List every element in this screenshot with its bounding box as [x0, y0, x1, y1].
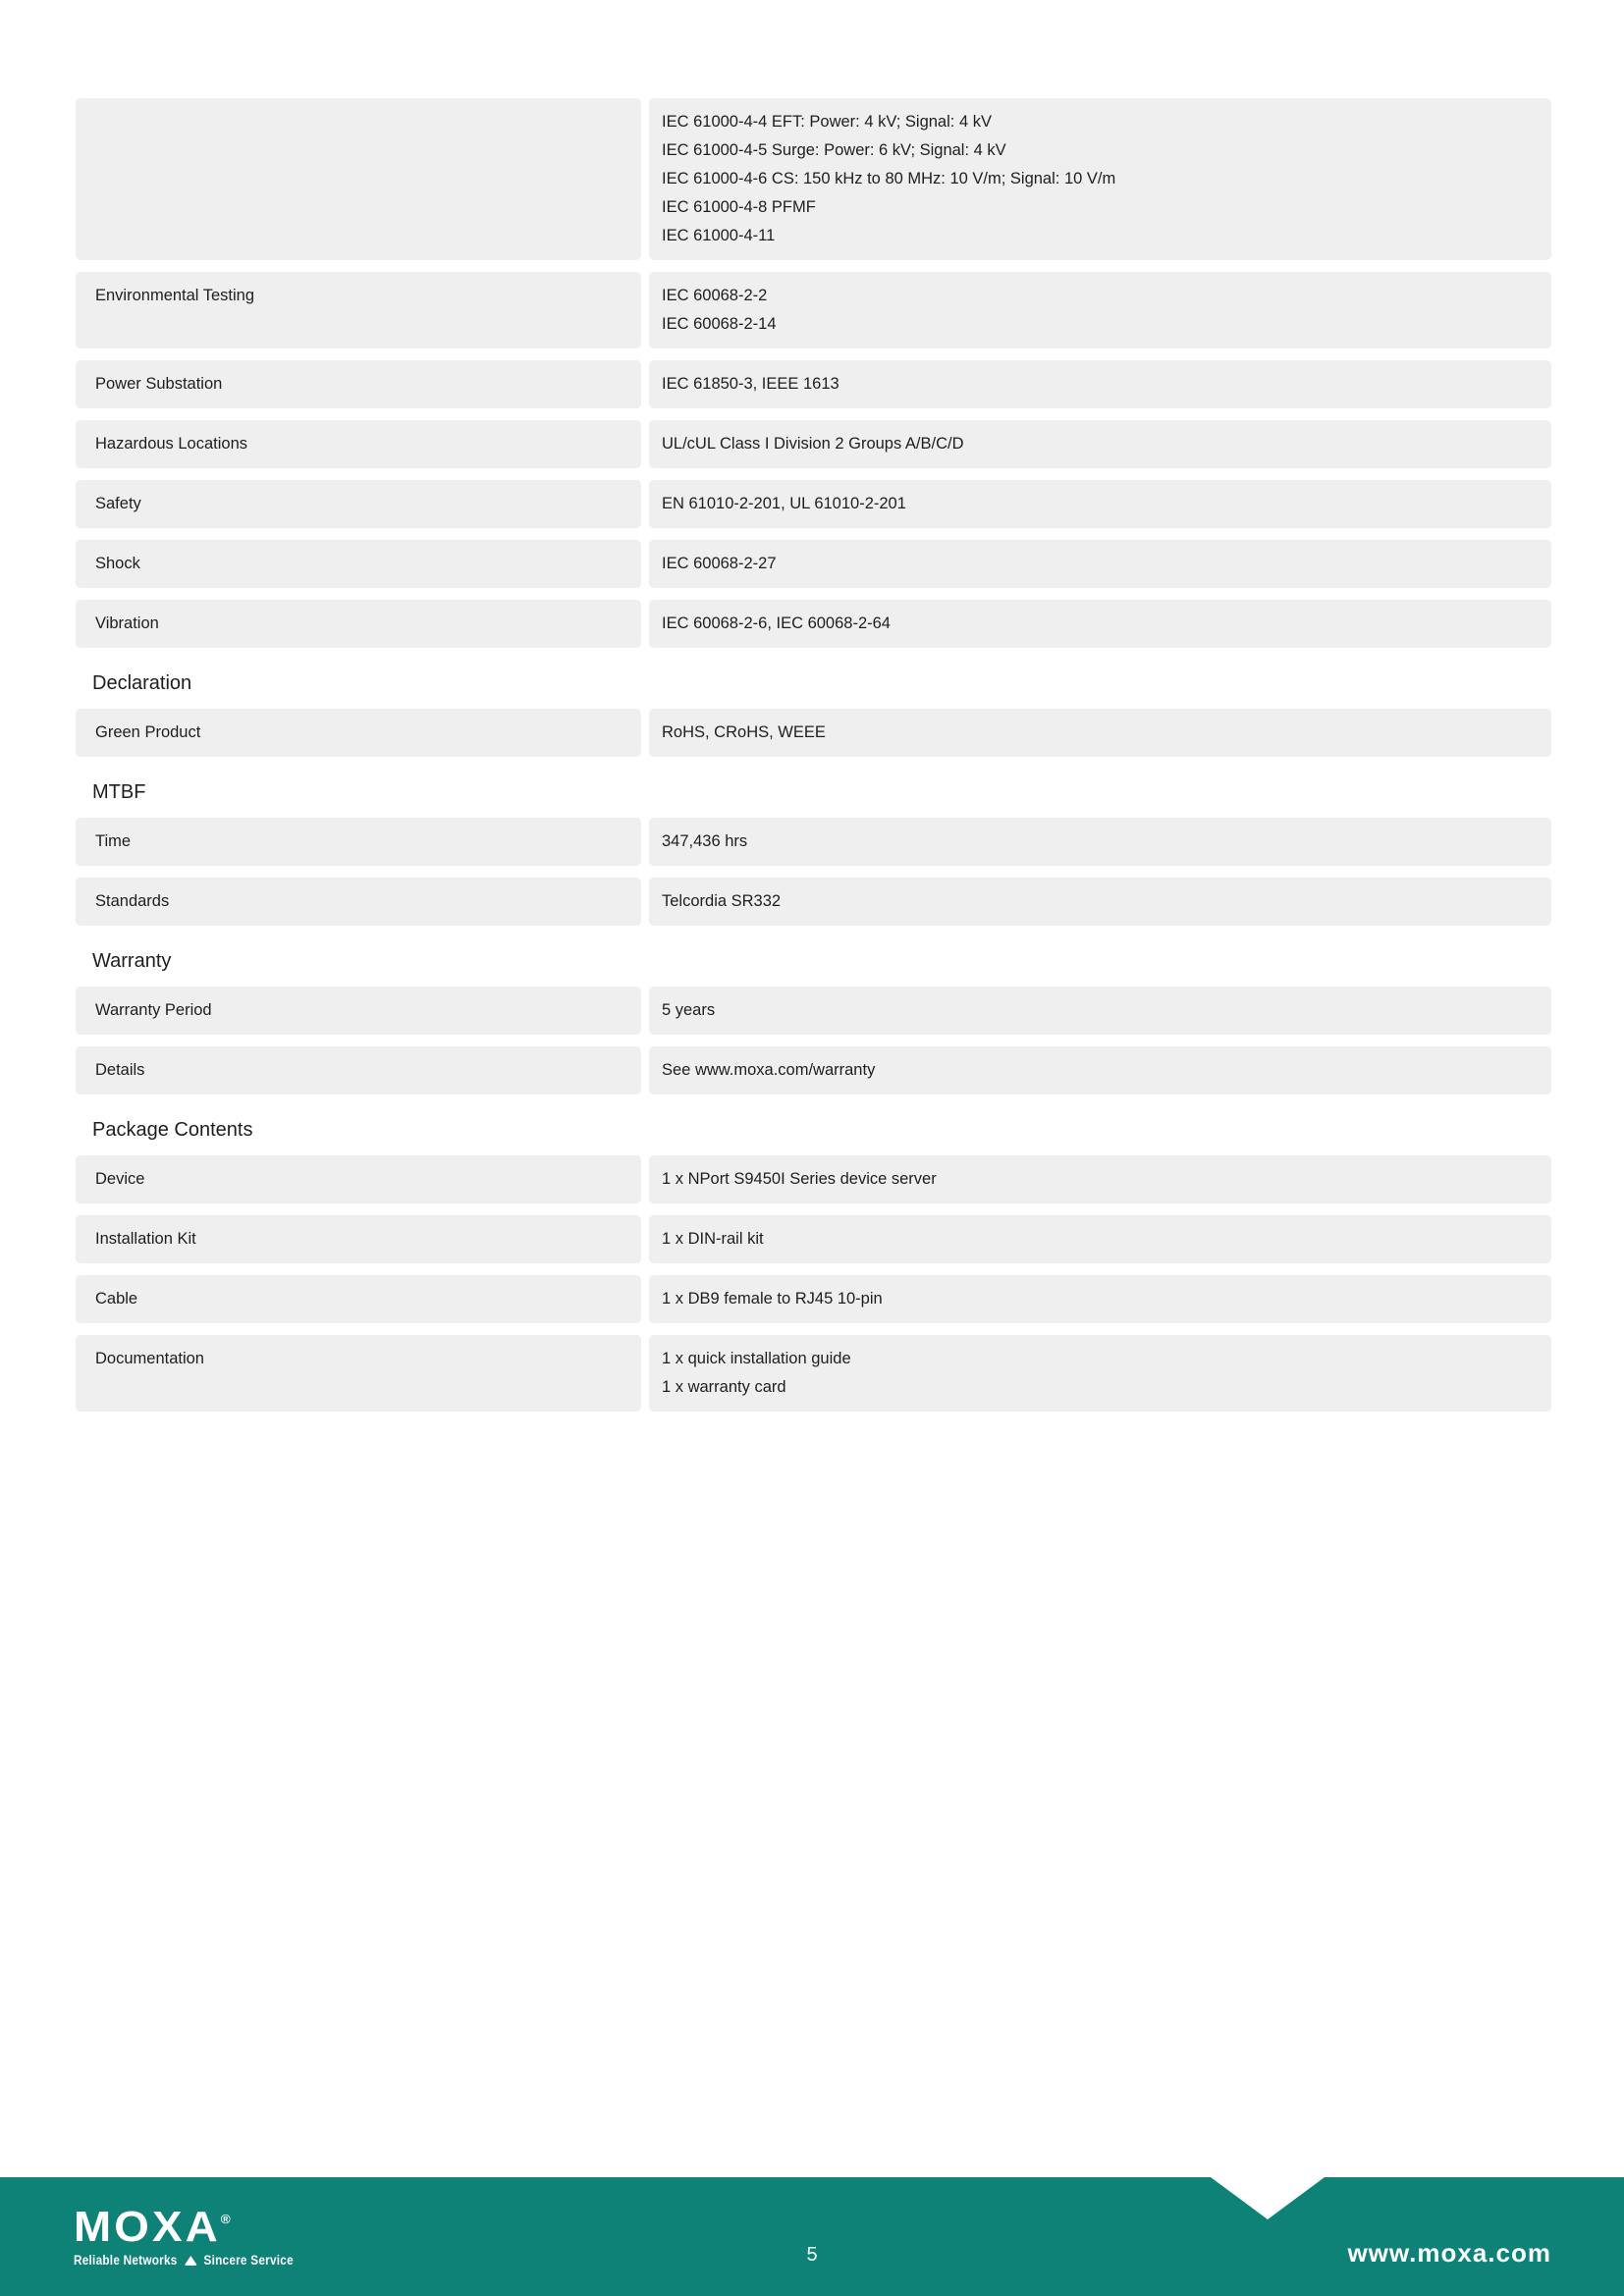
spec-value-line: IEC 61000-4-5 Surge: Power: 6 kV; Signal: 4 kV	[662, 141, 1006, 159]
spec-row-environmental-testing	[76, 272, 1551, 348]
spec-label-cell: Power Substation	[76, 360, 641, 408]
spec-value-cell	[649, 480, 1551, 528]
spec-value-cell	[649, 360, 1551, 408]
spec-label-cell: Environmental Testing	[76, 272, 641, 348]
section-heading-warranty: Warranty	[92, 950, 172, 972]
spec-value-line: IEC 61850-3, IEEE 1613	[662, 375, 839, 393]
footer-chevron-notch-icon	[1211, 2177, 1325, 2219]
footer-bar	[0, 2177, 1624, 2296]
spec-row-vibration	[76, 600, 1551, 648]
spec-row-shock	[76, 540, 1551, 588]
spec-value-line: See www.moxa.com/warranty	[662, 1061, 876, 1079]
spec-value-cell	[649, 987, 1551, 1035]
spec-value-cell	[649, 1046, 1551, 1095]
spec-value-line: IEC 61000-4-6 CS: 150 kHz to 80 MHz: 10 V/m; Signal: 10 V/m	[662, 170, 1116, 187]
spec-value-line: 1 x DB9 female to RJ45 10-pin	[662, 1290, 883, 1308]
spec-label-cell: Warranty Period	[76, 987, 641, 1035]
spec-label-cell: Time	[76, 818, 641, 866]
spec-value-cell	[649, 540, 1551, 588]
moxa-wordmark: MOXA®	[74, 2203, 234, 2251]
spec-row-safety	[76, 480, 1551, 528]
spec-value-line: IEC 61000-4-4 EFT: Power: 4 kV; Signal: 4 kV	[662, 113, 992, 131]
spec-label-cell: Standards	[76, 878, 641, 926]
spec-value-line: IEC 61000-4-11	[662, 227, 776, 244]
spec-value-cell	[649, 878, 1551, 926]
spec-value-line: 1 x quick installation guide	[662, 1350, 851, 1367]
spec-value-line: EN 61010-2-201, UL 61010-2-201	[662, 495, 906, 512]
spec-label-cell: Documentation	[76, 1335, 641, 1412]
spec-row-cable	[76, 1275, 1551, 1323]
spec-label-cell: Installation Kit	[76, 1215, 641, 1263]
section-heading-package-contents: Package Contents	[92, 1119, 253, 1141]
spec-table	[76, 98, 1551, 1423]
page-number: 5	[806, 2244, 818, 2266]
spec-value-line: 5 years	[662, 1001, 716, 1019]
spec-label-cell: Green Product	[76, 709, 641, 757]
section-heading-declaration: Declaration	[92, 672, 192, 694]
spec-value-cell	[649, 709, 1551, 757]
spec-row-installation-kit	[76, 1215, 1551, 1263]
spec-value-cell	[649, 272, 1551, 348]
registered-mark: ®	[220, 2212, 234, 2226]
spec-label-cell: Vibration	[76, 600, 641, 648]
spec-row-device	[76, 1155, 1551, 1203]
spec-row-documentation	[76, 1335, 1551, 1412]
spec-row-power-substation	[76, 360, 1551, 408]
spec-value-cell	[649, 600, 1551, 648]
spec-label-cell	[76, 98, 641, 260]
spec-row-time	[76, 818, 1551, 866]
spec-value-line: 1 x NPort S9450I Series device server	[662, 1170, 937, 1188]
spec-value-line: IEC 60068-2-6, IEC 60068-2-64	[662, 614, 891, 632]
spec-value-line: 1 x warranty card	[662, 1378, 786, 1396]
spec-label-cell: Cable	[76, 1275, 641, 1323]
spec-value-line: 347,436 hrs	[662, 832, 748, 850]
spec-value-line: 1 x DIN-rail kit	[662, 1230, 764, 1248]
spec-label-cell: Device	[76, 1155, 641, 1203]
spec-label-cell: Details	[76, 1046, 641, 1095]
spec-value-line: Telcordia SR332	[662, 892, 782, 910]
spec-value-cell	[649, 420, 1551, 468]
spec-value-line: IEC 61000-4-8 PFMF	[662, 198, 816, 216]
spec-label-cell: Hazardous Locations	[76, 420, 641, 468]
spec-value-cell	[649, 1275, 1551, 1323]
spec-value-line: IEC 60068-2-14	[662, 315, 777, 333]
section-heading-mtbf: MTBF	[92, 781, 146, 803]
tagline-right: Sincere Service	[203, 2252, 294, 2268]
spec-value-line: IEC 60068-2-27	[662, 555, 777, 572]
spec-row-warranty-period	[76, 987, 1551, 1035]
spec-value-line: UL/cUL Class I Division 2 Groups A/B/C/D	[662, 435, 964, 453]
spec-row-emc-continuation	[76, 98, 1551, 260]
spec-value-cell	[649, 1215, 1551, 1263]
spec-label-cell: Safety	[76, 480, 641, 528]
spec-value-line: RoHS, CRoHS, WEEE	[662, 723, 826, 741]
spec-row-warranty-details	[76, 1046, 1551, 1095]
spec-value-cell	[649, 818, 1551, 866]
tagline-left: Reliable Networks	[74, 2252, 178, 2268]
spec-row-hazardous-locations	[76, 420, 1551, 468]
spec-value-line: IEC 60068-2-2	[662, 287, 768, 304]
spec-value-cell	[649, 98, 1551, 260]
spec-value-cell	[649, 1335, 1551, 1412]
spec-label-cell: Shock	[76, 540, 641, 588]
spec-row-standards	[76, 878, 1551, 926]
spec-value-cell	[649, 1155, 1551, 1203]
spec-row-green-product	[76, 709, 1551, 757]
website-link[interactable]: www.moxa.com	[1347, 2238, 1551, 2268]
